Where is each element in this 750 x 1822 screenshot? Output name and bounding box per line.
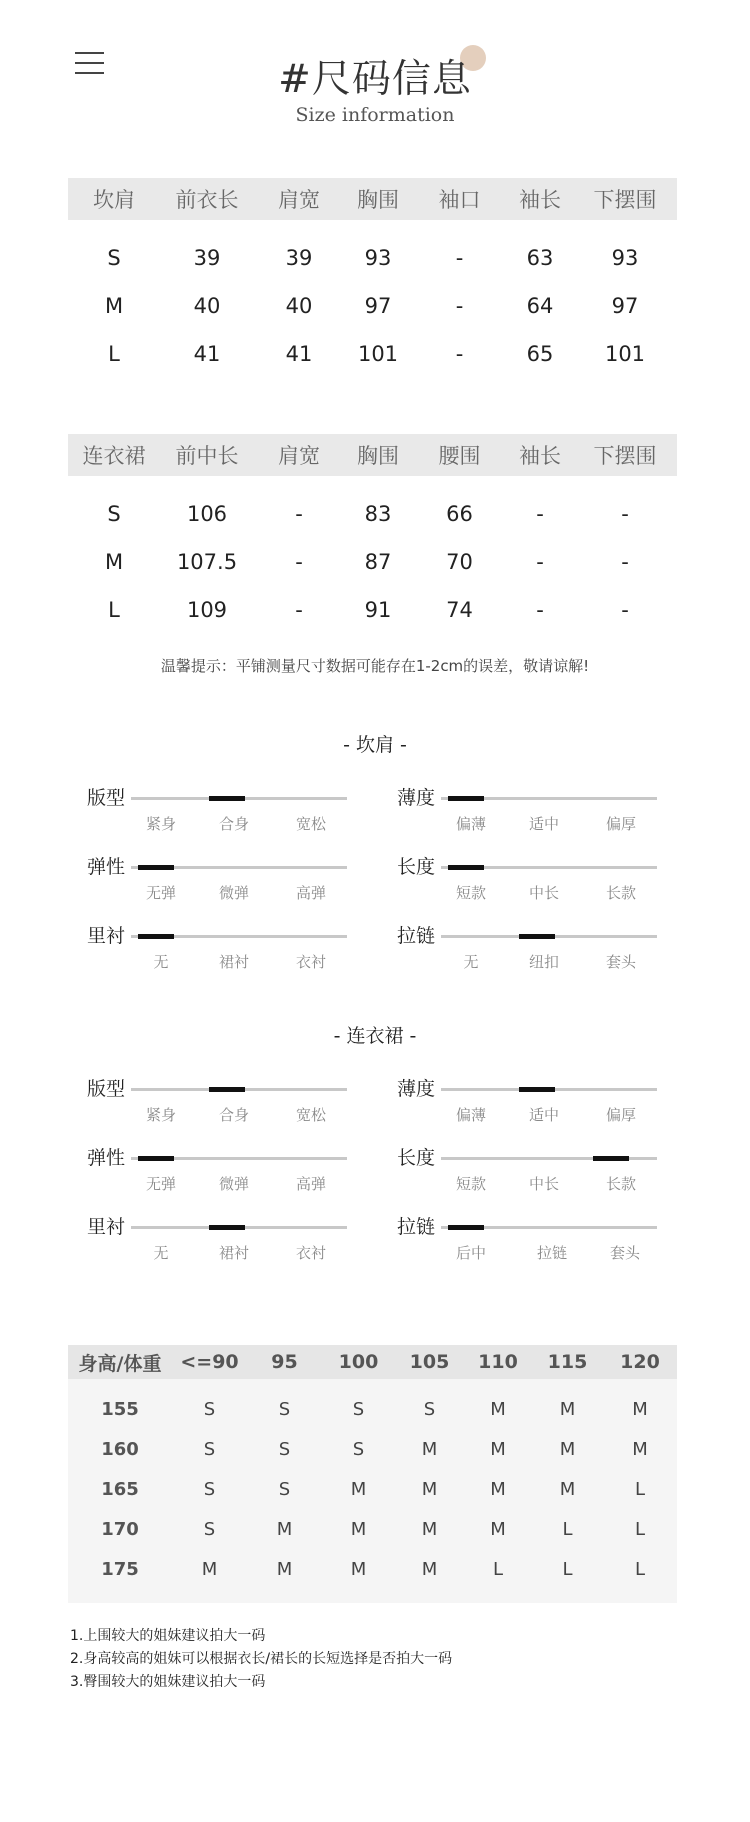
- size-cell: L: [562, 1518, 573, 1540]
- scale-option: 裙衬: [218, 1244, 250, 1262]
- table-cell: L: [108, 598, 120, 622]
- table-cell: 65: [526, 342, 554, 366]
- table-header-cell: 胸围: [344, 178, 412, 220]
- size-cell: M: [276, 1518, 293, 1540]
- attribute-scale: [87, 1216, 347, 1276]
- attribute-scale: [87, 1078, 347, 1138]
- attribute-scale: [397, 1147, 657, 1207]
- page-subtitle: Size information: [295, 104, 455, 126]
- table-header-cell: 前中长: [160, 434, 254, 476]
- size-cell: M: [350, 1478, 367, 1500]
- scale-option: 适中: [528, 1106, 560, 1124]
- size-recommend-table: [68, 1345, 677, 1589]
- table-cell: 41: [193, 342, 221, 366]
- scale-selected-marker: [448, 865, 484, 870]
- scale-option: 裙衬: [218, 953, 250, 971]
- table-header-cell: 腰围: [412, 434, 507, 476]
- table-header-cell: 袖长: [507, 434, 573, 476]
- table-cell: -: [536, 502, 544, 526]
- table-cell: -: [621, 550, 629, 574]
- attribute-scale: [397, 1216, 657, 1276]
- attribute-label: 版型: [87, 1078, 126, 1100]
- size-cell: S: [423, 1398, 436, 1420]
- table-header-cell: 100: [322, 1345, 395, 1379]
- table-cell: 64: [526, 294, 554, 318]
- size-cell: M: [632, 1398, 648, 1420]
- size-table-vest: [68, 178, 677, 378]
- table-cell: -: [295, 550, 303, 574]
- attribute-label: 版型: [87, 787, 126, 809]
- table-cell: -: [455, 246, 464, 270]
- height-cell: 175: [101, 1558, 139, 1580]
- scale-option: 无: [153, 1244, 169, 1262]
- table-header-cell: 身高/体重: [68, 1345, 172, 1379]
- table-cell: 41: [285, 342, 313, 366]
- table-cell: 101: [357, 342, 399, 366]
- height-cell: 155: [101, 1398, 139, 1420]
- size-cell: M: [559, 1398, 576, 1420]
- scale-selected-marker: [138, 934, 174, 939]
- table-row: [68, 1549, 677, 1589]
- table-cell: 93: [364, 246, 392, 270]
- scale-selected-marker: [519, 934, 555, 939]
- table-cell: 63: [526, 246, 554, 270]
- scale-option: 无: [463, 953, 479, 971]
- note-line: 1.上围较大的姐妹建议拍大一码: [70, 1628, 266, 1644]
- table-header-cell: 前衣长: [160, 178, 254, 220]
- size-cell: M: [421, 1558, 438, 1580]
- table-cell: -: [295, 598, 303, 622]
- table-header-cell: 下摆围: [573, 434, 677, 476]
- scale-option: 套头: [609, 1244, 641, 1262]
- attribute-scale: [87, 856, 347, 916]
- table-header-cell: 105: [395, 1345, 464, 1379]
- table-header-cell: 肩宽: [254, 178, 344, 220]
- size-cell: M: [276, 1558, 293, 1580]
- scale-option: 无弹: [145, 884, 177, 902]
- attribute-label: 薄度: [397, 1078, 436, 1100]
- scale-option: 适中: [528, 815, 560, 833]
- size-cell: M: [490, 1398, 506, 1420]
- table-cell: M: [104, 550, 124, 574]
- table-cell: 109: [186, 598, 228, 622]
- table-cell: -: [455, 294, 464, 318]
- scale-option: 短款: [455, 1175, 487, 1193]
- size-cell: M: [490, 1478, 506, 1500]
- size-cell: L: [562, 1558, 573, 1580]
- table-row: [68, 586, 677, 634]
- table-header-row: [68, 434, 677, 476]
- attribute-label: 薄度: [397, 787, 436, 809]
- note-line: 2.身高较高的姐妹可以根据衣长/裙长的长短选择是否拍大一码: [70, 1651, 453, 1667]
- table-row: [68, 476, 677, 538]
- size-cell: M: [421, 1438, 438, 1460]
- section-title-dress: - 连衣裙 -: [333, 1025, 417, 1047]
- scale-option: 长款: [605, 884, 637, 902]
- scale-selected-marker: [138, 1156, 174, 1161]
- size-cell: S: [278, 1478, 291, 1500]
- scale-option: 高弹: [295, 1175, 327, 1193]
- scale-option: 纽扣: [528, 953, 560, 971]
- table-cell: 106: [186, 502, 228, 526]
- table-cell: M: [104, 294, 124, 318]
- scale-option: 中长: [528, 1175, 560, 1193]
- size-cell: S: [278, 1438, 291, 1460]
- scale-option: 宽松: [295, 1106, 327, 1124]
- scale-option: 衣衬: [295, 1244, 327, 1262]
- size-cell: S: [203, 1478, 216, 1500]
- attribute-label: 里衬: [87, 1216, 126, 1238]
- scale-option: 套头: [605, 953, 637, 971]
- table-cell: 39: [193, 246, 221, 270]
- scale-option: 后中: [455, 1244, 487, 1262]
- attribute-scale: [87, 787, 347, 847]
- table-cell: -: [621, 502, 629, 526]
- scale-option: 紧身: [145, 815, 177, 833]
- table-header-cell: 袖长: [507, 178, 573, 220]
- table-header-cell: <=90: [172, 1345, 247, 1379]
- size-cell: L: [634, 1558, 646, 1580]
- note-line: 3.臀围较大的姐妹建议拍大一码: [70, 1674, 266, 1690]
- table-cell: L: [108, 342, 120, 366]
- scale-option: 微弹: [218, 884, 250, 902]
- scale-selected-marker: [448, 1225, 484, 1230]
- scale-selected-marker: [519, 1087, 555, 1092]
- section-title-vest: - 坎肩 -: [343, 734, 407, 756]
- scale-option: 微弹: [218, 1175, 250, 1193]
- attribute-label: 弹性: [87, 856, 126, 878]
- table-cell: 40: [193, 294, 221, 318]
- height-cell: 160: [101, 1438, 139, 1460]
- size-cell: L: [634, 1518, 646, 1540]
- table-row: [68, 538, 677, 586]
- table-row: [68, 1509, 677, 1549]
- size-notes: [70, 1625, 452, 1694]
- attribute-label: 弹性: [87, 1147, 126, 1169]
- size-cell: M: [490, 1518, 506, 1540]
- scale-option: 高弹: [295, 884, 327, 902]
- scale-selected-marker: [448, 796, 484, 801]
- table-row: [68, 282, 677, 330]
- attribute-label: 长度: [397, 856, 436, 878]
- attribute-scale: [397, 1078, 657, 1138]
- attribute-scale: [397, 856, 657, 916]
- size-cell: M: [490, 1438, 506, 1460]
- table-row: [68, 1379, 677, 1429]
- size-cell: S: [203, 1398, 216, 1420]
- attribute-scale: [87, 1147, 347, 1207]
- scale-selected-marker: [209, 796, 245, 801]
- scale-selected-marker: [138, 865, 174, 870]
- size-cell: M: [201, 1558, 218, 1580]
- measurement-tip: 温馨提示：平铺测量尺寸数据可能存在1-2cm的误差，敬请谅解!: [160, 657, 590, 675]
- table-header-cell: 95: [247, 1345, 322, 1379]
- table-cell: 87: [364, 550, 392, 574]
- table-cell: 39: [285, 246, 313, 270]
- attribute-label: 拉链: [397, 925, 436, 947]
- size-cell: M: [421, 1478, 438, 1500]
- size-cell: M: [632, 1438, 648, 1460]
- size-cell: M: [559, 1478, 576, 1500]
- scale-option: 拉链: [536, 1244, 568, 1262]
- table-header-cell: 120: [603, 1345, 677, 1379]
- table-row: [68, 330, 677, 378]
- table-header-cell: 115: [532, 1345, 603, 1379]
- scale-option: 衣衬: [295, 953, 327, 971]
- table-header-row: [68, 178, 677, 220]
- height-cell: 165: [101, 1478, 139, 1500]
- scale-option: 偏薄: [455, 1106, 487, 1124]
- table-cell: -: [621, 598, 629, 622]
- table-cell: 70: [446, 550, 473, 574]
- attribute-scale: [397, 787, 657, 847]
- table-cell: 93: [611, 246, 639, 270]
- table-cell: 83: [364, 502, 392, 526]
- size-cell: M: [350, 1518, 367, 1540]
- table-row: [68, 220, 677, 282]
- table-cell: 101: [604, 342, 646, 366]
- size-cell: M: [350, 1558, 367, 1580]
- table-cell: 97: [364, 294, 392, 318]
- table-cell: 66: [446, 502, 473, 526]
- scale-option: 合身: [218, 815, 250, 833]
- table-header-cell: 下摆围: [573, 178, 677, 220]
- scale-option: 紧身: [145, 1106, 177, 1124]
- scale-option: 宽松: [295, 815, 327, 833]
- attribute-label: 拉链: [397, 1216, 436, 1238]
- table-cell: -: [455, 342, 464, 366]
- table-header-cell: 胸围: [344, 434, 412, 476]
- scale-selected-marker: [209, 1087, 245, 1092]
- size-table-dress: [68, 434, 677, 634]
- height-cell: 170: [101, 1518, 139, 1540]
- table-header-cell: 连衣裙: [68, 434, 160, 476]
- size-cell: S: [278, 1398, 291, 1420]
- size-cell: M: [559, 1438, 576, 1460]
- table-header-cell: 110: [464, 1345, 532, 1379]
- table-header-cell: 坎肩: [68, 178, 160, 220]
- page-title: #尺码信息: [278, 57, 472, 102]
- table-cell: -: [536, 550, 544, 574]
- attribute-scale: [397, 925, 657, 985]
- scale-option: 长款: [605, 1175, 637, 1193]
- size-cell: S: [352, 1438, 365, 1460]
- table-header-row: [68, 1345, 677, 1379]
- table-header-cell: 袖口: [412, 178, 507, 220]
- scale-selected-marker: [593, 1156, 629, 1161]
- table-cell: 74: [446, 598, 473, 622]
- attribute-scale: [87, 925, 347, 985]
- scale-option: 无: [153, 953, 169, 971]
- scale-option: 短款: [455, 884, 487, 902]
- table-cell: -: [536, 598, 544, 622]
- table-cell: S: [107, 502, 121, 526]
- size-cell: S: [352, 1398, 365, 1420]
- size-cell: S: [203, 1518, 216, 1540]
- table-cell: 107.5: [176, 550, 238, 574]
- size-cell: L: [634, 1478, 646, 1500]
- scale-selected-marker: [209, 1225, 245, 1230]
- scale-option: 偏厚: [605, 1106, 637, 1124]
- size-cell: L: [492, 1558, 504, 1580]
- table-cell: S: [107, 246, 121, 270]
- attribute-label: 长度: [397, 1147, 436, 1169]
- attribute-label: 里衬: [87, 925, 126, 947]
- scale-option: 偏厚: [605, 815, 637, 833]
- table-header-cell: 肩宽: [254, 434, 344, 476]
- table-cell: 40: [285, 294, 313, 318]
- table-cell: -: [295, 502, 303, 526]
- table-cell: 97: [611, 294, 639, 318]
- size-cell: M: [421, 1518, 438, 1540]
- table-row: [68, 1429, 677, 1469]
- scale-option: 无弹: [145, 1175, 177, 1193]
- table-row: [68, 1469, 677, 1509]
- scale-option: 中长: [528, 884, 560, 902]
- size-cell: S: [203, 1438, 216, 1460]
- scale-option: 合身: [218, 1106, 250, 1124]
- table-cell: 91: [364, 598, 392, 622]
- scale-option: 偏薄: [455, 815, 487, 833]
